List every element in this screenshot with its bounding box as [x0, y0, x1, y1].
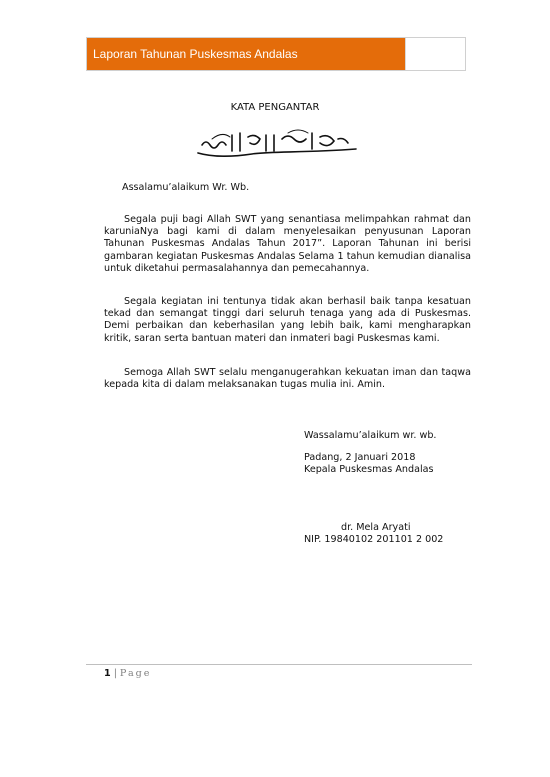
signer-name: dr. Mela Aryati: [341, 522, 411, 533]
document-heading: KATA PENGANTAR: [230, 102, 320, 113]
footer-separator: |: [113, 668, 117, 679]
place-date: Padang, 2 Januari 2018: [304, 452, 416, 463]
header-title: Laporan Tahunan Puskesmas Andalas: [87, 38, 405, 70]
bismillah-calligraphy-icon: [192, 127, 362, 161]
page-label: Page: [119, 668, 152, 679]
page-number: 1: [104, 668, 111, 679]
closing-salutation: Wassalamu’alaikum wr. wb.: [304, 430, 437, 441]
page-footer: [104, 668, 151, 679]
paragraph-2: Segala kegiatan ini tentunya tidak akan berhasil baik tanpa kesatuan tekad dan semangat tinggi dari seluruh tenaga yang ada di Puskesmas. Demi perbaikan dan keberhasilan yang lebih baik, kami mengharapkan kritik, saran serta bantuan materi dan inmateri bagi Puskesmas kami.: [104, 296, 471, 344]
paragraph-3: Semoga Allah SWT selalu menganugerahkan kekuatan iman dan taqwa kepada kita di dalam melaksanakan tugas mulia ini. Amin.: [104, 367, 471, 391]
paragraph-1: Segala puji bagi Allah SWT yang senantiasa melimpahkan rahmat dan karuniaNya bagi kami di dalam menyelesaikan penyusunan Laporan Tahunan Puskesmas Andalas Tahun 2017”. Laporan Tahunan ini berisi gambaran kegiatan Puskesmas Andalas Selama 1 tahun kemudian dianalisa untuk diketahui permasalahannya dan pemecahannya.: [104, 214, 471, 274]
page-header: [86, 37, 466, 71]
footer-divider: [86, 664, 472, 665]
header-side-panel: [405, 38, 465, 70]
signer-position: Kepala Puskesmas Andalas: [304, 464, 434, 475]
signer-nip: NIP. 19840102 201101 2 002: [304, 534, 444, 545]
greeting-text: Assalamu’alaikum Wr. Wb.: [122, 182, 250, 193]
